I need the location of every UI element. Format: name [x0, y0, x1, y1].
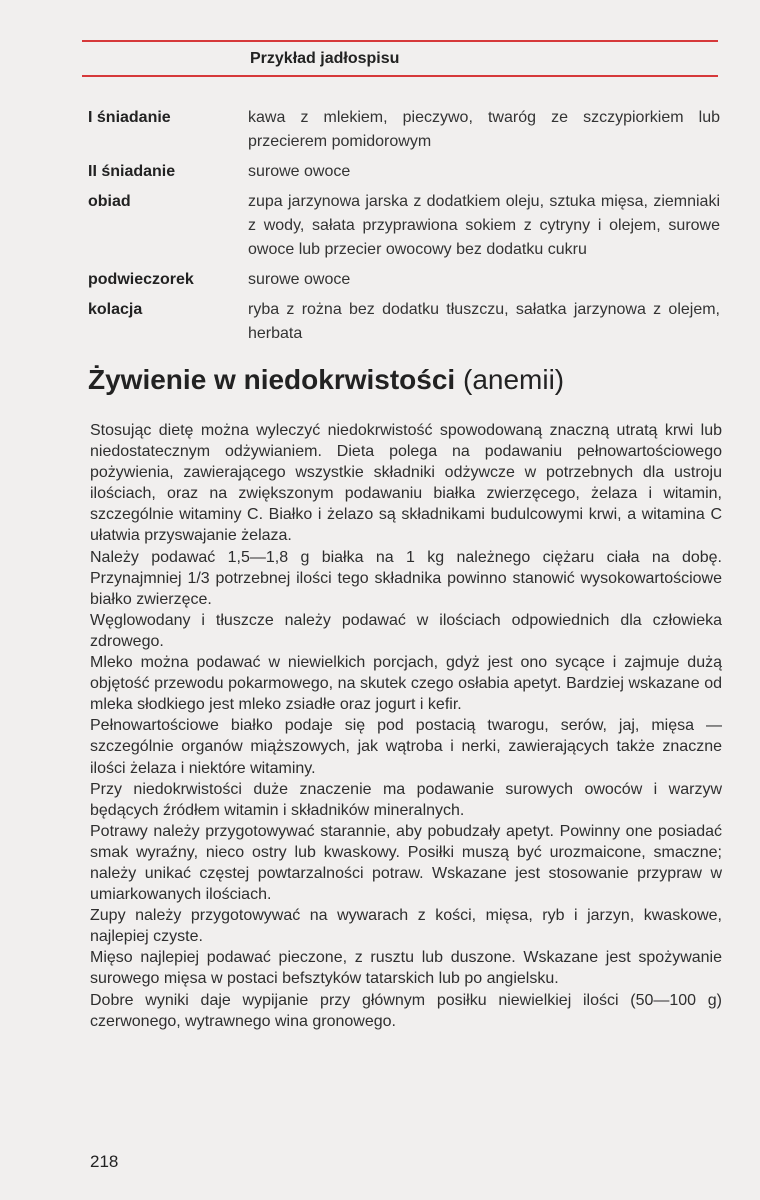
section-body — [90, 420, 722, 1032]
body-paragraph: Mleko można podawać w niewielkich porcjach, gdyż jest ono sycące i zajmuje dużą objętość przewodu pokarmowego, na skutek czego osłabia apetyt. Bardziej wskazane od mleka słodkiego jest mleko zsiadłe oraz jogurt i kefir. — [90, 654, 722, 714]
meal-name: I śniadanie — [88, 109, 171, 126]
body-paragraph: Stosując dietę można wyleczyć niedokrwistość spowodowaną znaczną utratą krwi lub niedostatecznym odżywianiem. Dieta polega na podawaniu pełnowartościowego pożywienia, zawierającego wszystkie składniki odżywcze w potrzebnych dla ustroju ilościach, oraz na zwiększonym podawaniu białka zwierzęcego, żelaza i witamin, szczególnie witaminy C. Białko i żelazo są składnikami budulcowymi krwi, a witamina C ułatwia przyswajanie żelaza. — [90, 422, 722, 545]
body-paragraph: Potrawy należy przygotowywać starannie, aby pobudzały apetyt. Powinny one posiadać smak wyraźny, nieco ostry lub kwaskowy. Posiłki muszą być urozmaicone, smaczne; należy unikać częstej powtarzalności potraw. Wskazane jest stosowanie przypraw w umiarkowanych ilościach. — [90, 822, 722, 904]
meal-description: surowe owoce — [248, 271, 351, 288]
body-paragraph: Należy podawać 1,5—1,8 g białka na 1 kg należnego ciężaru ciała na dobę. Przynajmniej 1/3 potrzebnej ilości tego składnika powinno stanowić wysokowartościowe białko zwierzęce. — [90, 548, 722, 608]
menu-box-bottom-rule — [82, 75, 718, 77]
meal-description: surowe owoce — [248, 163, 351, 180]
body-paragraph: Przy niedokrwistości duże znaczenie ma podawanie surowych owoców i warzyw będących źródłem witamin i składników mineralnych. — [90, 780, 722, 819]
meal-description: kawa z mlekiem, pieczywo, twaróg ze szczypiorkiem lub przecierem pomidorowym — [248, 109, 720, 150]
body-paragraph: Mięso najlepiej podawać pieczone, z rusztu lub duszone. Wskazane jest spożywanie surowego mięsa w postaci befsztyków tatarskich lub po angielsku. — [90, 949, 722, 988]
meal-name: kolacja — [88, 301, 143, 318]
body-paragraph: Węglowodany i tłuszcze należy podawać w ilościach odpowiednich dla człowieka zdrowego. — [90, 611, 722, 650]
meal-description: zupa jarzynowa jarska z dodatkiem oleju, sztuka mięsa, ziemniaki z wody, sałata przyprawiona sokiem z cytryny i olejem, surowe owoce lub przecier owocowy bez dodatku cukru — [248, 193, 720, 258]
meal-plan-list — [88, 106, 720, 352]
meal-row-dinner — [88, 298, 720, 346]
meal-row-lunch — [88, 190, 720, 262]
meal-name: obiad — [88, 193, 131, 210]
page-number: 218 — [90, 1152, 119, 1171]
meal-name: II śniadanie — [88, 163, 176, 180]
section-heading — [88, 364, 564, 396]
menu-box-title: Przykład jadłospisu — [250, 50, 400, 67]
meal-description: ryba z rożna bez dodatku tłuszczu, sałatka jarzynowa z olejem, herbata — [248, 301, 720, 342]
meal-row-breakfast — [88, 106, 720, 154]
body-paragraph: Zupy należy przygotowywać na wywarach z kości, mięsa, ryb i jarzyn, kwaskowe, najlepiej czyste. — [90, 907, 722, 946]
body-paragraph: Dobre wyniki daje wypijanie przy głównym posiłku niewielkiej ilości (50—100 g) czerwonego, wytrawnego wina gronowego. — [90, 991, 722, 1030]
meal-row-afternoon-snack — [88, 268, 720, 292]
menu-box-top-rule — [82, 40, 718, 42]
meal-name: podwieczorek — [88, 271, 194, 288]
body-paragraph: Pełnowartościowe białko podaje się pod postacią twarogu, serów, jaj, mięsa — szczególnie organów miąższowych, jak wątroba i nerki, zawierających także znaczne ilości żelaza i niektóre witaminy. — [90, 717, 722, 777]
section-title-parenthetical: (anemii) — [463, 364, 565, 395]
meal-row-second-breakfast — [88, 160, 720, 184]
section-title: Żywienie w niedokrwistości — [88, 364, 456, 395]
